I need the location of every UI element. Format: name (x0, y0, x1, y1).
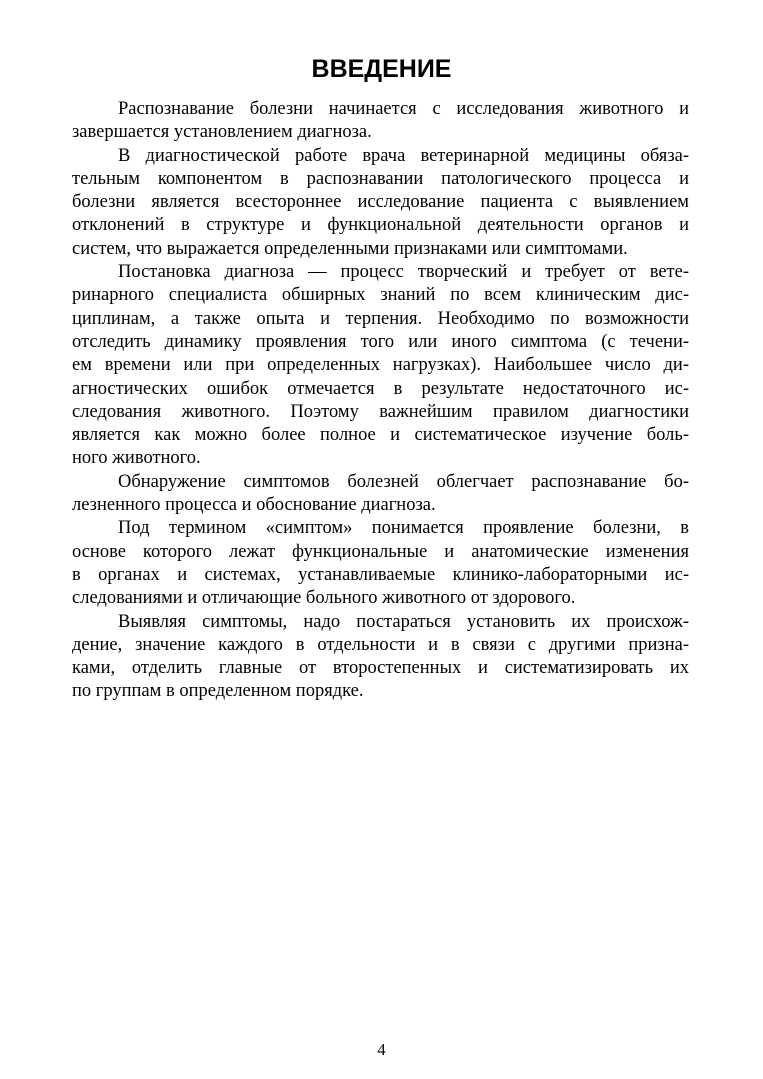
text-line: Обнаружение симптомов болезней облегчает распознавание бо- (118, 471, 689, 492)
text-line: ем времени или при определенных нагрузках). Наибольшее число ди- (72, 355, 689, 376)
text-line: дение, значение каждого в отдельности и в связи с другими призна- (72, 634, 689, 655)
text-line: болезни является всестороннее исследование пациента с выявлением (72, 192, 689, 213)
body-text (72, 98, 689, 704)
text-line: циплинам, а также опыта и терпения. Необходимо по возможности (72, 308, 689, 329)
text-line: Под термином «симптом» понимается проявление болезни, в (118, 518, 689, 539)
text-line: является как можно более полное и систематическое изучение боль- (72, 425, 689, 446)
text-line: систем, что выражается определенными признаками или симптомами. (72, 238, 628, 259)
text-line: отследить динамику проявления того или иного симптома (с течени- (72, 331, 689, 352)
paragraph (72, 98, 689, 145)
text-line: следованиями и отличающие больного животного от здорового. (72, 588, 576, 609)
text-line: Выявляя симптомы, надо постараться установить их происхож- (118, 611, 689, 632)
text-line: ринарного специалиста обширных знаний по всем клиническим дис- (72, 285, 689, 306)
paragraph (72, 261, 689, 471)
text-line: основе которого лежат функциональные и анатомические изменения (72, 541, 689, 562)
text-line: по группам в определенном порядке. (72, 681, 364, 702)
text-line: Постановка диагноза — процесс творческий и требует от вете- (118, 262, 689, 283)
text-line: лезненного процесса и обоснование диагноза. (72, 495, 436, 516)
page-title: ВВЕДЕНИЕ (311, 55, 452, 83)
text-line: завершается установлением диагноза. (72, 122, 372, 143)
text-line: отклонений в структуре и функциональной деятельности органов и (72, 215, 689, 236)
text-line: агностических ошибок отмечается в результате недостаточного ис- (72, 378, 689, 399)
text-line: следования животного. Поэтому важнейшим правилом диагностики (72, 401, 689, 422)
text-line: Распознавание болезни начинается с исследования животного и (118, 99, 689, 119)
paragraph (72, 471, 689, 518)
paragraph (72, 611, 689, 704)
text-line: в органах и системах, устанавливаемые клинико-лабораторными ис- (72, 564, 689, 585)
text-line: ками, отделить главные от второстепенных и систематизировать их (72, 658, 689, 679)
text-line: В диагностической работе врача ветеринарной медицины обяза- (118, 145, 689, 166)
text-line: тельным компонентом в распознавании патологического процесса и (72, 168, 689, 189)
paragraph (72, 145, 689, 261)
text-line: ного животного. (72, 448, 201, 469)
paragraph (72, 517, 689, 610)
page-number: 4 (377, 1040, 386, 1059)
